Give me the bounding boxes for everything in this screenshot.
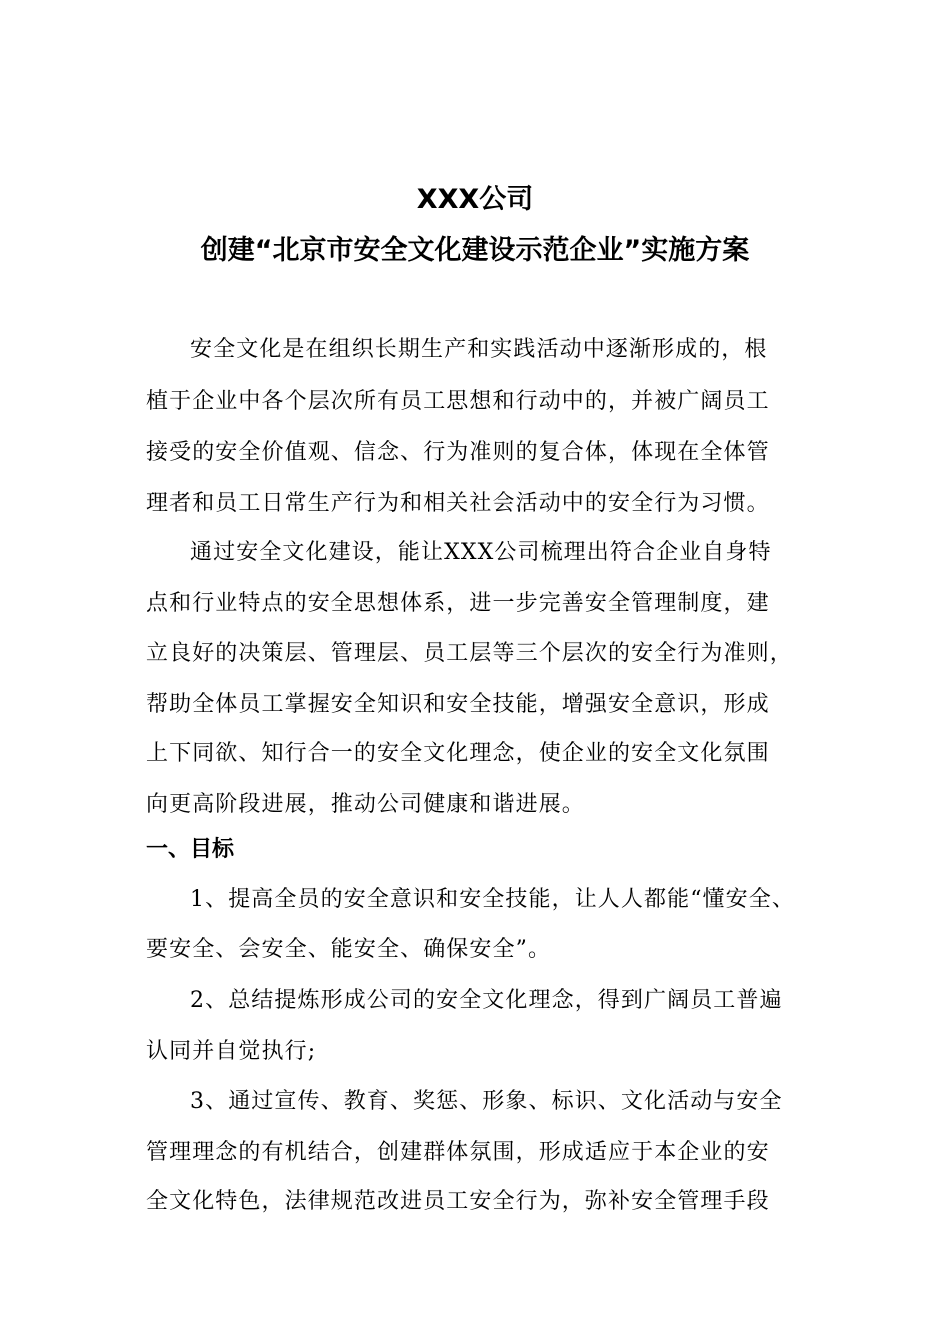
paragraph-1-line-4: 理者和员工日常生产行为和相关社会活动中的安全行为习惯。 [146,491,770,516]
document-title-company: XXX公司 [416,184,534,215]
document-title-plan: 创建“北京市安全文化建设示范企业”实施方案 [200,235,750,266]
goal-item-3-line-3: 全文化特色，法律规范改进员工安全行为，弥补安全管理手段 [146,1189,770,1214]
paragraph-2-line-4: 帮助全体员工掌握安全知识和安全技能，增强安全意识，形成 [146,692,770,717]
paragraph-2-line-1: 通过安全文化建设，能让XXX公司梳理出符合企业自身特 [190,540,772,565]
paragraph-2-line-6: 向更高阶段进展，推动公司健康和谐进展。 [146,792,585,817]
goal-item-1-line-2: 要安全、会安全、能安全、确保安全”。 [146,937,552,962]
paragraph-1-line-3: 接受的安全价值观、信念、行为准则的复合体，体现在全体管 [146,440,770,465]
goal-item-2-line-2: 认同并自觉执行; [146,1039,317,1064]
section-heading-goals: 一、目标 [146,837,235,862]
paragraph-1-line-2: 植于企业中各个层次所有员工思想和行动中的，并被广阔员工 [146,389,770,414]
goal-item-3-line-2: 管理理念的有机结合，创建群体氛围，形成适应于本企业的安 [146,1140,770,1165]
goal-item-1-line-1: 1、提高全员的安全意识和安全技能，让人人都能“懂安全、 [190,887,795,912]
paragraph-1-line-1: 安全文化是在组织长期生产和实践活动中逐渐形成的，根 [190,337,768,362]
paragraph-2-line-5: 上下同欲、知行合一的安全文化理念，使企业的安全文化氛围 [146,741,770,766]
paragraph-2-line-2: 点和行业特点的安全思想体系，进一步完善安全管理制度，建 [146,591,770,616]
paragraph-2-line-3: 立良好的决策层、管理层、员工层等三个层次的安全行为准则， [146,641,793,666]
goal-item-3-line-1: 3、通过宣传、教育、奖惩、形象、标识、文化活动与安全 [190,1089,783,1114]
goal-item-2-line-1: 2、总结提炼形成公司的安全文化理念，得到广阔员工普遍 [190,988,783,1013]
